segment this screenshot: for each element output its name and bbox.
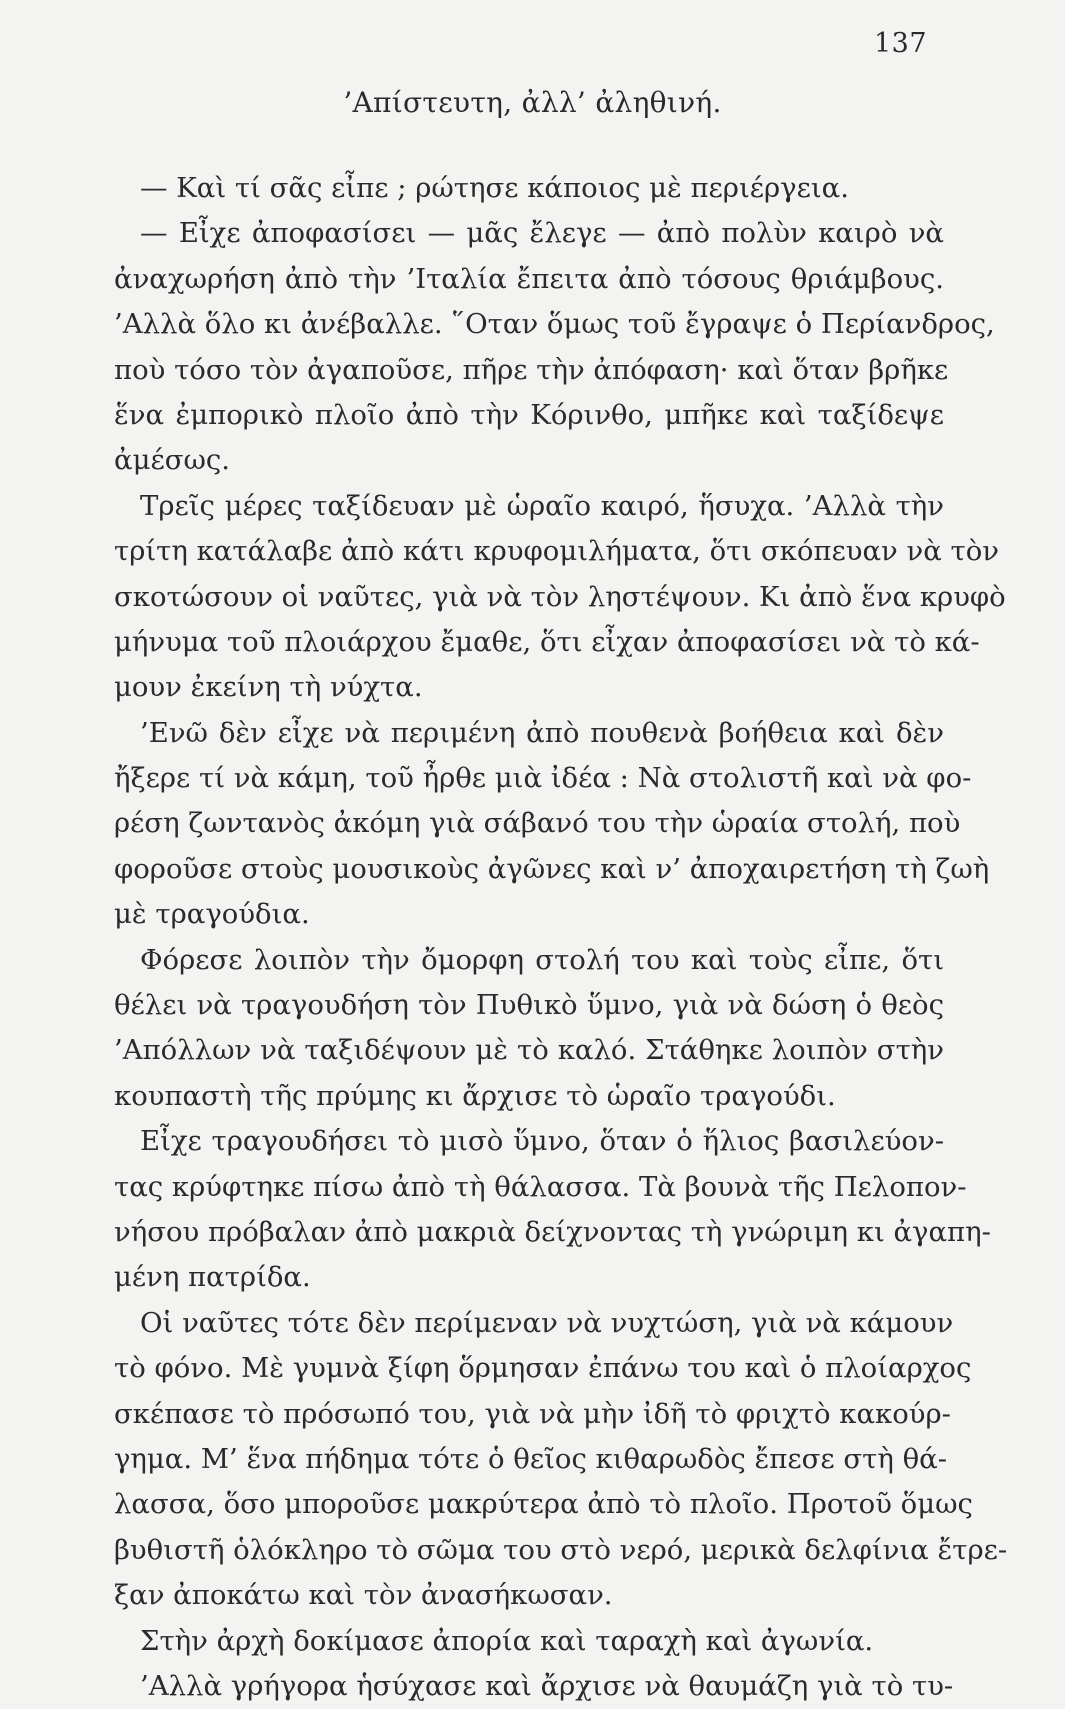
text-line: τας κρύφτηκε πίσω ἀπὸ τὴ θάλασσα. Τὰ βουνὰ τῆς Πελοπον- [114,1170,967,1203]
text-line: μένη πατρίδα. [114,1261,311,1294]
text-line: μουν ἐκείνη τὴ νύχτα. [114,671,423,704]
text-line: νήσου πρόβαλαν ἀπὸ μακριὰ δείχνοντας τὴ γνώριμη κι ἀγαπη- [114,1215,991,1248]
text-line: Τρεῖς μέρες ταξίδευαν μὲ ὡραῖο καιρό, ἥσυχα. ’Αλλὰ τὴν [140,489,944,522]
text-line: βυθιστῆ ὁλόκληρο τὸ σῶμα του στὸ νερό, μερικὰ δελφίνια ἔτρε- [114,1533,1008,1566]
text-line: ἀμέσως. [114,444,231,477]
text-line: θέλει νὰ τραγουδήση τὸν Πυθικὸ ὕμνο, γιὰ νὰ δώση ὁ θεὸς [114,989,944,1022]
text-line: Εἶχε τραγουδήσει τὸ μισὸ ὕμνο, ὅταν ὁ ἥλιος βασιλεύον- [140,1125,944,1158]
text-line: Φόρεσε λοιπὸν τὴν ὄμορφη στολή του καὶ τοὺς εἶπε, ὅτι [140,943,944,976]
body-text [114,166,1008,1709]
text-line: ξαν ἀποκάτω καὶ τὸν ἀνασήκωσαν. [114,1579,613,1612]
text-line: κουπαστὴ τῆς πρύμης κι ἄρχισε τὸ ὡραῖο τραγούδι. [114,1079,836,1112]
text-line: μήνυμα τοῦ πλοιάρχου ἔμαθε, ὅτι εἶχαν ἀποφασίσει νὰ τὸ κά- [114,625,980,658]
text-line: σκοτώσουν οἱ ναῦτες, γιὰ νὰ τὸν ληστέψουν. Κι ἀπὸ ἕνα κρυφὸ [114,580,1006,613]
text-line: ’Αλλὰ ὅλο κι ἀνέβαλλε. ῞Οταν ὅμως τοῦ ἔγραψε ὁ Περίανδρος, [114,308,995,341]
text-line: γημα. Μ’ ἕνα πήδημα τότε ὁ θεῖος κιθαρωδὸς ἔπεσε στὴ θά- [114,1442,947,1475]
text-line: ἕνα ἐμπορικὸ πλοῖο ἀπὸ τὴν Κόρινθο, μπῆκε καὶ ταξίδεψε [114,398,944,431]
text-line: ρέση ζωντανὸς ἀκόμη γιὰ σάβανό του τὴν ὡραία στολή, ποὺ [114,807,961,840]
text-line: Στὴν ἀρχὴ δοκίμασε ἀπορία καὶ ταραχὴ καὶ ἀγωνία. [140,1624,874,1657]
text-line: λασσα, ὅσο μποροῦσε μακρύτερα ἀπὸ τὸ πλοῖο. Προτοῦ ὅμως [114,1488,973,1521]
page-number: 137 [874,28,928,59]
text-line: ’Αλλὰ γρήγορα ἡσύχασε καὶ ἄρχισε νὰ θαυμάζη γιὰ τὸ τυ- [140,1669,954,1702]
text-line: ἤξερε τί νὰ κάμη, τοῦ ἦρθε μιὰ ἰδέα : Νὰ στολιστῆ καὶ νὰ φο- [114,762,972,795]
text-line: — Καὶ τί σᾶς εἶπε ; ρώτησε κάποιος μὲ περιέργεια. [140,172,849,204]
text-line: ’Ενῶ δὲν εἶχε νὰ περιμένη ἀπὸ πουθενὰ βοήθεια καὶ δὲν [140,716,944,749]
text-line: μὲ τραγούδια. [114,898,310,931]
text-line: — Εἶχε ἀποφασίσει — μᾶς ἔλεγε — ἀπὸ πολὺν καιρὸ νὰ [140,217,944,250]
text-line: Οἱ ναῦτες τότε δὲν περίμεναν νὰ νυχτώση, γιὰ νὰ κάμουν [140,1306,954,1339]
text-line: ’Απόλλων νὰ ταξιδέψουν μὲ τὸ καλό. Στάθηκε λοιπὸν στὴν [114,1034,944,1067]
text-line: φοροῦσε στοὺς μουσικοὺς ἀγῶνες καὶ ν’ ἀποχαιρετήση τὴ ζωὴ [114,852,990,885]
text-line: ἀναχωρήση ἀπὸ τὴν ’Ιταλία ἔπειτα ἀπὸ τόσους θριάμβους. [114,262,944,295]
text-line: ποὺ τόσο τὸν ἀγαποῦσε, πῆρε τὴν ἀπόφαση· καὶ ὅταν βρῆκε [114,353,949,386]
text-line: τὸ φόνο. Μὲ γυμνὰ ξίφη ὅρμησαν ἐπάνω του καὶ ὁ πλοίαρχος [114,1352,972,1385]
text-line: τρίτη κατάλαβε ἀπὸ κάτι κρυφομιλήματα, ὅτι σκόπευαν νὰ τὸν [114,535,1000,568]
text-line: σκέπασε τὸ πρόσωπό του, γιὰ νὰ μὴν ἰδῆ τὸ φριχτὸ κακούρ- [114,1397,951,1430]
chapter-title: ’Απίστευτη, ἀλλ’ ἀληθινή. [343,86,722,119]
